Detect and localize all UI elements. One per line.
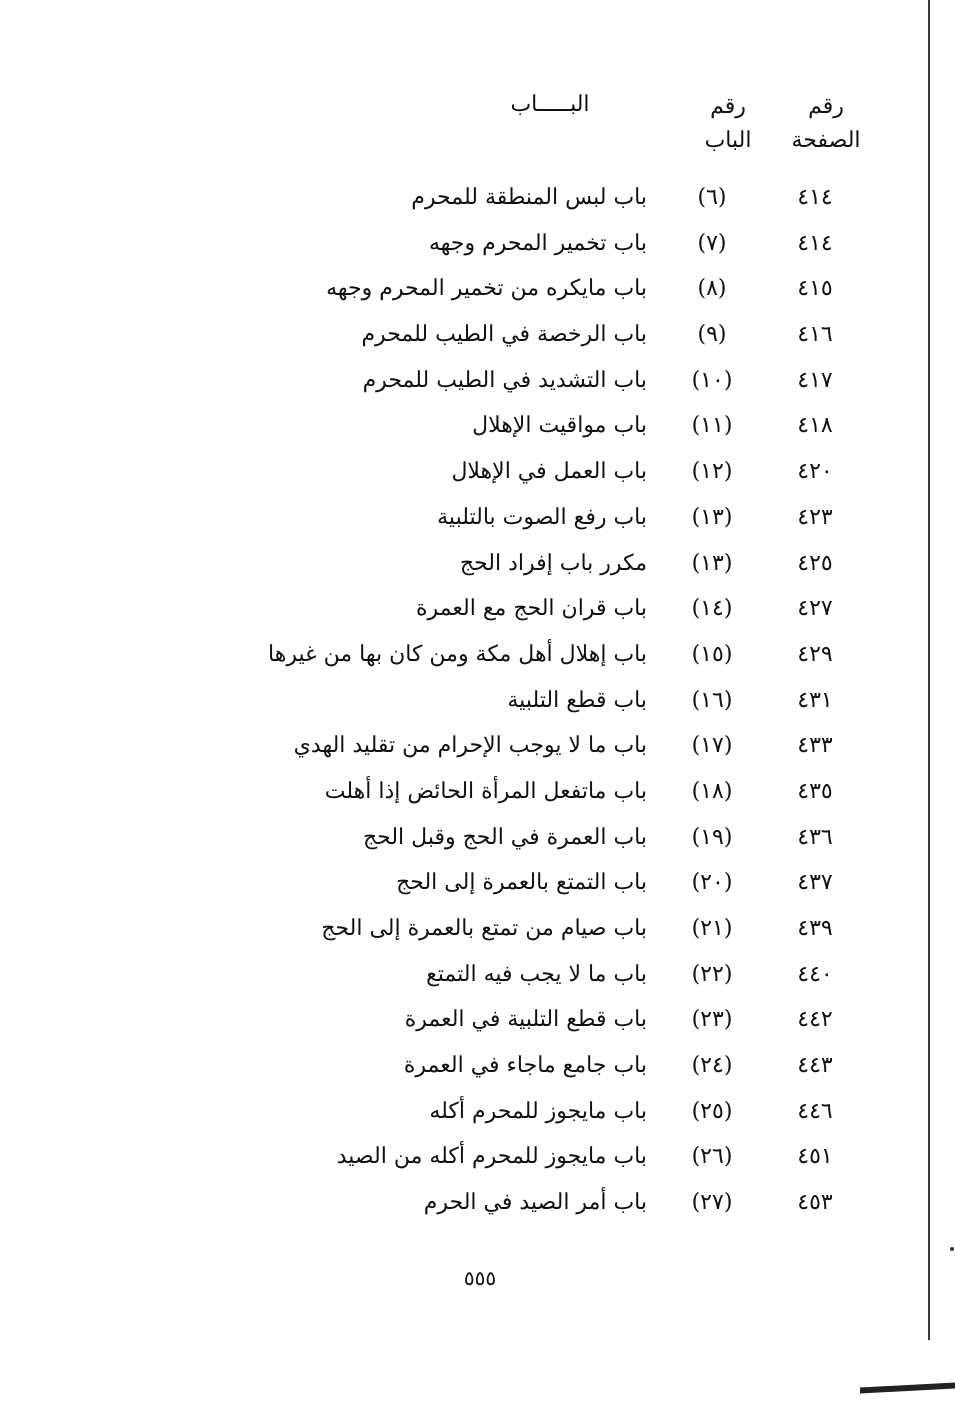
row-chapter-title: باب مايكره من تخمير المحرم وجهه bbox=[326, 276, 647, 302]
row-page-number: ٤٣٧ bbox=[797, 870, 833, 896]
row-chapter-title: باب مايجوز للمحرم أكله bbox=[429, 1098, 647, 1124]
row-page-number: ٤١٨ bbox=[797, 413, 833, 439]
row-page-number: ٤٣٦ bbox=[797, 824, 833, 850]
row-chapter-title: باب الرخصة في الطيب للمحرم bbox=[361, 322, 647, 348]
row-chapter-number: (٢٧) bbox=[691, 1190, 733, 1216]
index-row bbox=[0, 269, 955, 315]
index-row bbox=[0, 909, 955, 955]
row-page-number: ٤٣٣ bbox=[797, 733, 833, 759]
row-chapter-title: باب لبس المنطقة للمحرم bbox=[411, 185, 647, 210]
row-chapter-title: باب قطع التلبية في العمرة bbox=[404, 1007, 647, 1033]
index-row bbox=[0, 178, 955, 224]
row-page-number: ٤٤٦ bbox=[797, 1098, 833, 1124]
row-page-number: ٤٣٩ bbox=[797, 916, 833, 941]
row-page-number: ٤١٦ bbox=[797, 322, 833, 348]
row-chapter-number: (٧) bbox=[697, 230, 727, 256]
row-chapter-title: باب مايجوز للمحرم أكله من الصيد bbox=[336, 1144, 647, 1170]
row-chapter-number: (١٨) bbox=[691, 778, 733, 804]
row-chapter-number: (١١) bbox=[691, 413, 733, 439]
row-page-number: ٤١٥ bbox=[797, 276, 833, 302]
row-chapter-number: (٢٢) bbox=[691, 961, 733, 987]
row-page-number: ٤٣٥ bbox=[797, 778, 833, 804]
row-chapter-number: (٢٤) bbox=[691, 1053, 733, 1079]
header-page-number: رقم الصفحة bbox=[791, 94, 861, 153]
index-row bbox=[0, 452, 955, 498]
row-chapter-title: باب التشديد في الطيب للمحرم bbox=[362, 367, 647, 393]
index-row bbox=[0, 544, 955, 590]
row-page-number: ٤٢٣ bbox=[797, 504, 833, 530]
row-chapter-title: باب مواقيت الإهلال bbox=[472, 413, 647, 439]
row-chapter-title: باب صيام من تمتع بالعمرة إلى الحج bbox=[321, 916, 647, 941]
row-chapter-number: (١٣) bbox=[691, 550, 733, 576]
row-chapter-number: (٢٣) bbox=[691, 1007, 733, 1033]
index-row bbox=[0, 772, 955, 818]
index-row bbox=[0, 224, 955, 270]
index-row bbox=[0, 315, 955, 361]
row-chapter-title: باب قران الحج مع العمرة bbox=[416, 596, 647, 622]
header-chapter-title: البـــــاب bbox=[510, 92, 590, 117]
row-page-number: ٤١٤ bbox=[797, 185, 833, 210]
header-chapter-number: رقم الباب bbox=[704, 94, 752, 153]
index-row bbox=[0, 589, 955, 635]
row-chapter-title: باب ماتفعل المرأة الحائض إذا أهلت bbox=[324, 778, 647, 804]
row-chapter-number: (٢١) bbox=[691, 916, 733, 941]
row-chapter-number: (٨) bbox=[697, 276, 727, 302]
row-chapter-title: باب العمرة في الحج وقبل الحج bbox=[362, 824, 647, 850]
row-page-number: ٤٣١ bbox=[797, 687, 833, 713]
row-chapter-number: (١٠) bbox=[691, 367, 733, 393]
row-chapter-number: (١٤) bbox=[691, 596, 733, 622]
index-row bbox=[0, 1137, 955, 1183]
row-page-number: ٤٤٣ bbox=[797, 1053, 833, 1079]
row-chapter-number: (١٦) bbox=[691, 687, 733, 713]
row-page-number: ٤٢٩ bbox=[797, 641, 833, 667]
row-page-number: ٤٢٥ bbox=[797, 550, 833, 576]
row-chapter-number: (١٧) bbox=[691, 733, 733, 759]
row-page-number: ٤٤٠ bbox=[797, 961, 833, 987]
row-chapter-number: (٩) bbox=[697, 322, 727, 348]
index-table bbox=[0, 178, 955, 1229]
row-chapter-title: باب ما لا يجب فيه التمتع bbox=[426, 961, 647, 987]
row-chapter-title: باب العمل في الإهلال bbox=[451, 459, 647, 485]
row-chapter-number: (١٥) bbox=[691, 641, 733, 667]
row-page-number: ٤١٧ bbox=[797, 367, 833, 393]
index-row bbox=[0, 1183, 955, 1229]
row-chapter-number: (٦) bbox=[697, 185, 727, 210]
row-page-number: ٤٢٠ bbox=[797, 459, 833, 485]
index-row bbox=[0, 726, 955, 772]
row-chapter-title: باب رفع الصوت بالتلبية bbox=[437, 504, 647, 530]
scan-speck bbox=[950, 1247, 954, 1251]
row-chapter-title: باب جامع ماجاء في العمرة bbox=[403, 1053, 647, 1079]
index-row bbox=[0, 818, 955, 864]
index-row bbox=[0, 1092, 955, 1138]
index-row bbox=[0, 406, 955, 452]
row-page-number: ٤٢٧ bbox=[797, 596, 833, 622]
row-chapter-number: (٢٠) bbox=[691, 870, 733, 896]
row-chapter-number: (١٩) bbox=[691, 824, 733, 850]
row-page-number: ٤٥٣ bbox=[797, 1190, 833, 1216]
row-chapter-number: (٢٦) bbox=[691, 1144, 733, 1170]
row-chapter-title: باب إهلال أهل مكة ومن كان بها من غيرها bbox=[268, 641, 647, 667]
index-row bbox=[0, 635, 955, 681]
index-row bbox=[0, 361, 955, 407]
row-chapter-number: (٢٥) bbox=[691, 1098, 733, 1124]
index-row bbox=[0, 863, 955, 909]
row-chapter-title: باب أمر الصيد في الحرم bbox=[423, 1190, 647, 1216]
index-row bbox=[0, 1000, 955, 1046]
page-number: ٥٥٥ bbox=[463, 1266, 497, 1290]
row-chapter-title: باب ما لا يوجب الإحرام من تقليد الهدي bbox=[293, 733, 647, 759]
index-row bbox=[0, 681, 955, 727]
row-page-number: ٤١٤ bbox=[797, 230, 833, 256]
row-chapter-number: (١٣) bbox=[691, 504, 733, 530]
row-page-number: ٤٤٢ bbox=[797, 1007, 833, 1033]
row-chapter-title: مكرر باب إفراد الحج bbox=[459, 550, 647, 576]
row-chapter-title: باب قطع التلبية bbox=[507, 687, 647, 713]
index-row bbox=[0, 1046, 955, 1092]
row-page-number: ٤٥١ bbox=[797, 1144, 833, 1170]
row-chapter-number: (١٢) bbox=[691, 459, 733, 485]
row-chapter-title: باب تخمير المحرم وجهه bbox=[429, 230, 647, 256]
page-corner-shadow bbox=[860, 1383, 955, 1394]
index-row bbox=[0, 955, 955, 1001]
index-row bbox=[0, 498, 955, 544]
row-chapter-title: باب التمتع بالعمرة إلى الحج bbox=[396, 870, 647, 896]
